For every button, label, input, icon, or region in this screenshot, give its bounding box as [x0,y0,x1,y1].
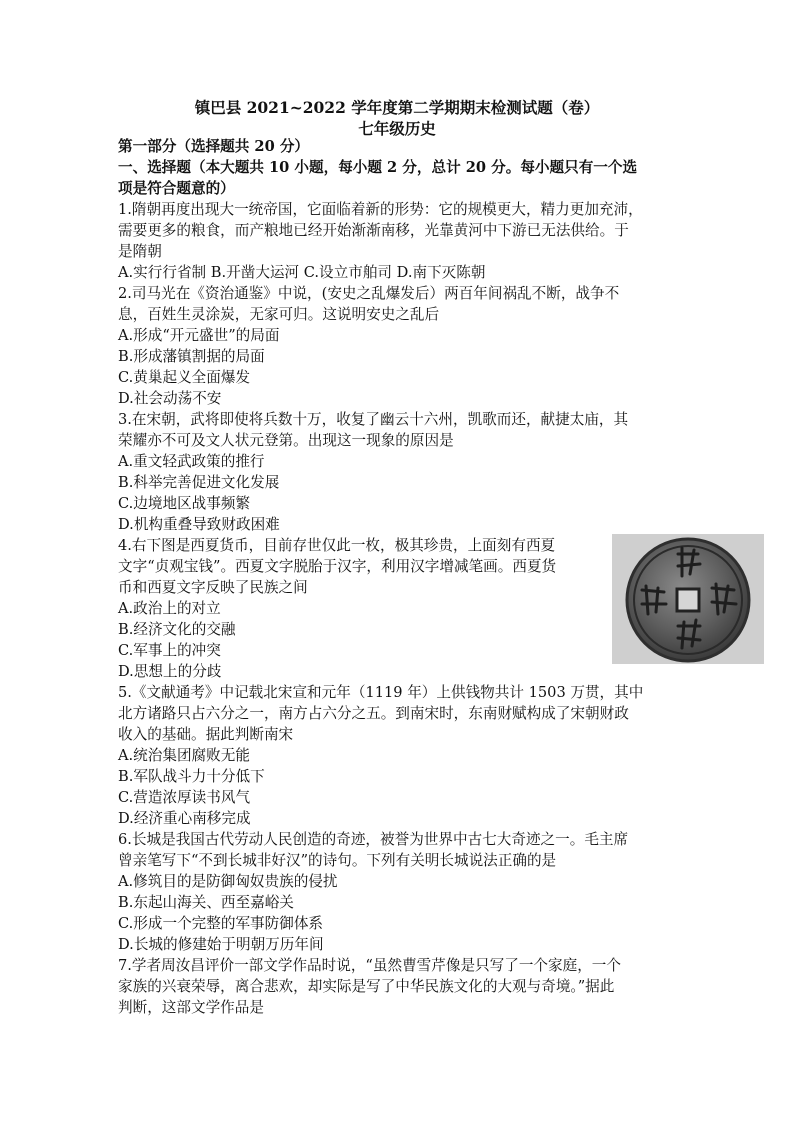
answer-option: A.统治集团腐败无能 [118,747,250,764]
answer-option: A.修筑目的是防御匈奴贵族的侵扰 [118,873,338,890]
question-text: 判断，这部文学作品是 [118,999,264,1016]
answer-option: B.东起山海关、西至嘉峪关 [118,894,294,911]
question-text: 6.长城是我国古代劳动人民创造的奇迹，被誉为世界中古七大奇迹之一。毛主席 [118,831,629,848]
answer-option: B.经济文化的交融 [118,621,236,638]
answer-option: C.军事上的冲突 [118,642,221,659]
answer-options: A.实行行省制 B.开凿大运河 C.设立市舶司 D.南下灭陈朝 [118,264,486,281]
western-xia-coin-image [612,534,764,664]
answer-option: B.形成藩镇割据的局面 [118,348,265,365]
answer-option: C.形成一个完整的军事防御体系 [118,915,324,932]
question-text: 是隋朝 [118,243,162,260]
question-text: 3.在宋朝，武将即使将兵数十万，收复了幽云十六州，凯歌而还，献捷太庙，其 [118,411,629,428]
answer-option: C.营造浓厚读书风气 [118,789,251,806]
answer-option: D.长城的修建始于明朝万历年间 [118,936,324,953]
question-text: 5.《文献通考》中记载北宋宣和元年（1119 年）上供钱物共计 1503 万贯，其中 [118,684,644,701]
question-text: 息，百姓生灵涂炭，无家可归。这说明安史之乱后 [118,306,440,323]
question-text: 2.司马光在《资治通鉴》中说，(安史之乱爆发后）两百年间祸乱不断，战争不 [118,285,620,302]
question-text: 家族的兴衰荣辱，离合悲欢，却实际是写了中华民族文化的大观与奇境。”据此 [118,978,615,995]
question-text: 北方诸路只占六分之一，南方占六分之五。到南宋时，东南财赋构成了宋朝财政 [118,705,629,722]
answer-option: B.科举完善促进文化发展 [118,474,280,491]
question-text: 4.右下图是西夏货币，目前存世仅此一枚，极其珍贵，上面刻有西夏 [118,537,556,554]
answer-option: C.黄巢起义全面爆发 [118,369,251,386]
answer-option: D.思想上的分歧 [118,663,222,680]
answer-option: D.社会动荡不安 [118,390,222,407]
question-text: 荣耀亦不可及文人状元登第。出现这一现象的原因是 [118,432,454,449]
instructions-line: 一、选择题（本大题共 10 小题，每小题 2 分，总计 20 分。每小题只有一个选 [118,159,638,176]
answer-option: C.边境地区战事频繁 [118,495,251,512]
question-text: 1.隋朝再度出现大一统帝国，它面临着新的形势：它的规模更大，精力更加充沛， [118,201,643,218]
question-text: 币和西夏文字反映了民族之间 [118,579,308,596]
question-text: 需要更多的粮食，而产粮地已经开始渐渐南移，光靠黄河中下游已无法供给。于 [118,222,629,239]
instructions-line: 项是符合题意的） [118,180,235,197]
question-text: 曾亲笔写下“不到长城非好汉”的诗句。下列有关明长城说法正确的是 [118,852,557,869]
exam-subtitle: 七年级历史 [358,119,436,138]
answer-option: A.形成“开元盛世”的局面 [118,327,280,344]
answer-option: D.经济重心南移完成 [118,810,251,827]
question-text: 收入的基础。据此判断南宋 [118,726,294,743]
exam-title: 镇巴县 2021~2022 学年度第二学期期末检测试题（卷） [194,98,600,117]
answer-option: A.重文轻武政策的推行 [118,453,265,470]
section-heading: 第一部分（选择题共 20 分） [118,138,310,155]
answer-option: B.军队战斗力十分低下 [118,768,265,785]
question-text: 7.学者周汝昌评价一部文学作品时说，“虽然曹雪芹像是只写了一个家庭，一个 [118,957,621,974]
answer-option: A.政治上的对立 [118,600,221,617]
question-text: 文字“贞观宝钱”。西夏文字脱胎于汉字，利用汉字增减笔画。西夏货 [118,558,557,575]
answer-option: D.机构重叠导致财政困难 [118,516,280,533]
